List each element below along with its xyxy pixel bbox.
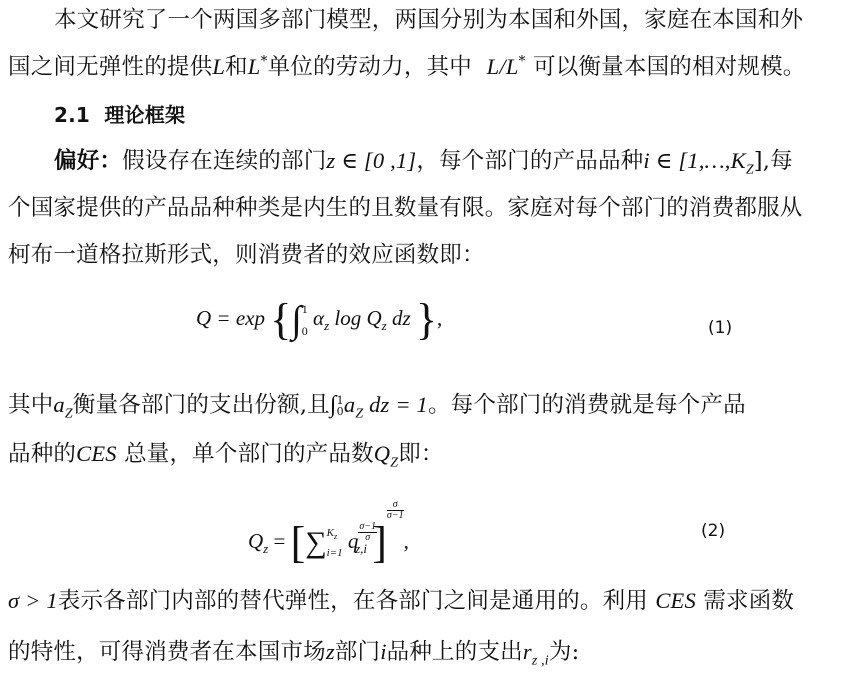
paragraph-4-text-1a: 表示各部门内部的替代弹性，在各部门之间是通用的。利用 xyxy=(57,588,648,614)
eq2-left-bracket: [ xyxy=(290,518,306,568)
paragraph-4-text-2b: 部门 xyxy=(334,639,381,665)
eq2-sum-upper-wrap xyxy=(326,527,343,542)
ces-demand-term: CES xyxy=(655,588,696,613)
eq2-sum-upper-sub: z xyxy=(333,532,338,542)
labor-foreign-star: * xyxy=(260,53,268,70)
equation-2-number: (2) xyxy=(701,521,726,541)
paragraph-1-line-2 xyxy=(8,52,836,82)
section-title: 理论框架 xyxy=(104,103,186,127)
share-integral-sign: ∫ xyxy=(329,392,337,418)
eq1-integral-limits xyxy=(302,301,308,339)
sector-quantity-symbol: Q xyxy=(373,441,391,466)
labor-ratio-star: * xyxy=(518,53,526,70)
variety-range-math: i ∈ [1,…,K xyxy=(643,148,746,173)
eq2-outer-num: σ xyxy=(387,500,404,511)
eq1-q-sub: z xyxy=(381,318,387,333)
eq2-sum-lower: i=1 xyxy=(326,547,343,560)
eq2-outer-exponent xyxy=(387,500,404,521)
eq2-sum-limits xyxy=(327,527,343,559)
eq1-alpha: α xyxy=(313,305,325,330)
share-integrand: a xyxy=(343,392,356,417)
share-integrand-sub: Z xyxy=(355,406,364,422)
paragraph-3-text-2c: 即： xyxy=(398,441,444,467)
paragraph-2-line-2 xyxy=(8,193,836,223)
share-symbol-sub: Z xyxy=(64,406,73,422)
eq2-sum-upper: K xyxy=(326,527,334,540)
share-integral-limits xyxy=(337,395,344,417)
paragraph-3-text-1b: 衡量各部门的支出份额,且 xyxy=(72,392,330,418)
share-symbol: a xyxy=(53,392,65,417)
paragraph-1-line-1 xyxy=(54,5,836,35)
paragraph-1-text-2c: 可以衡量本国的相对规模。 xyxy=(533,54,806,80)
paragraph-2-text-1a: 假设存在连续的部门 xyxy=(122,148,327,174)
eq1-left-brace: { xyxy=(270,295,292,344)
paragraph-1-and: 和 xyxy=(225,54,248,80)
paragraph-4-line-1 xyxy=(8,586,836,616)
eq1-log-q: log Q xyxy=(329,305,382,330)
equation-1-number: (1) xyxy=(708,318,733,338)
paragraph-2-line-1 xyxy=(54,146,836,176)
paragraph-2-text-1b: ，每个部门的产品品种 xyxy=(416,148,644,174)
eq1-lower-limit: 0 xyxy=(301,324,308,338)
eq2-outer-den: σ−1 xyxy=(386,510,404,521)
eq2-lhs: Q xyxy=(248,529,264,553)
section-heading xyxy=(54,100,836,130)
paragraph-4-line-2 xyxy=(8,637,836,667)
eq2-right-bracket: ] xyxy=(372,518,387,568)
paragraph-2-text-2: 个国家提供的产品品种种类是内生的且数量有限。家庭对每个部门的消费都服从 xyxy=(8,195,803,221)
share-integral-upper: 1 xyxy=(336,394,344,407)
sector-z-symbol: z xyxy=(325,639,335,664)
eq2-q: q xyxy=(347,529,359,553)
paragraph-3-line-1 xyxy=(8,390,836,420)
share-integrand-rest: dz = 1 xyxy=(363,392,428,417)
paragraph-3-line-2 xyxy=(8,439,836,469)
paragraph-4-text-1b: 需求函数 xyxy=(703,588,795,614)
ces-term: CES xyxy=(76,441,117,466)
paragraph-3-text-2a: 品种的 xyxy=(8,441,77,467)
section-number: 2.1 xyxy=(54,103,91,127)
paragraph-2-text-3: 柯布一道格拉斯形式，则消费者的效应函数即： xyxy=(8,242,485,268)
eq1-alpha-sub: z xyxy=(324,318,330,333)
eq1-comma: , xyxy=(437,305,443,330)
paragraph-4-text-2a: 的特性，可得消费者在本国市场 xyxy=(8,639,326,665)
expenditure-sub: z ,i xyxy=(531,653,549,669)
eq1-lhs: Q = exp xyxy=(196,305,265,330)
paragraph-2-text-1c: ],每 xyxy=(753,148,793,174)
sector-range-math: z ∈ [0 ,1] xyxy=(326,148,417,173)
paragraph-3-text-1c: 。每个部门的消费就是每个产品 xyxy=(427,392,746,418)
expenditure-symbol: r xyxy=(522,639,532,664)
equation-2 xyxy=(248,499,409,568)
paragraph-3-text-2b: 总量，单个部门的产品数 xyxy=(124,441,374,467)
paragraph-4-text-2c: 品种上的支出 xyxy=(386,639,523,665)
labor-foreign-symbol: L xyxy=(247,54,261,79)
sigma-condition: σ > 1 xyxy=(8,588,58,613)
share-integral-lower: 0 xyxy=(336,405,344,418)
eq2-inner-den: σ xyxy=(365,532,371,543)
paragraph-1-text-2a: 国之间无弹性的提供 xyxy=(8,54,213,80)
preferences-label: 偏好： xyxy=(54,148,123,174)
eq1-dz: dz xyxy=(386,305,411,330)
equation-1 xyxy=(196,295,443,344)
paragraph-1-text-2b: 单位的劳动力，其中 xyxy=(267,54,472,80)
paragraph-1-text-1: 本文研究了一个两国多部门模型，两国分别为本国和外国，家庭在本国和外 xyxy=(54,7,804,33)
paragraph-3-text-1a: 其中 xyxy=(8,392,54,418)
eq1-right-brace: } xyxy=(415,295,438,344)
eq1-integral-sign: ∫ xyxy=(291,299,302,341)
eq2-comma: , xyxy=(403,529,409,553)
sector-quantity-sub: Z xyxy=(390,455,399,471)
paragraph-4-text-2d: 为: xyxy=(548,639,580,665)
labor-home-symbol: L xyxy=(212,54,226,79)
eq2-sum-sign: ∑ xyxy=(305,526,327,560)
paragraph-2-line-3 xyxy=(8,240,836,270)
eq2-lhs-sub: z xyxy=(263,541,269,557)
labor-ratio-symbol: L/L xyxy=(486,54,519,79)
eq2-q-sub: z,i xyxy=(355,541,367,557)
eq2-inner-num: σ−1 xyxy=(359,521,377,532)
eq2-equals: = xyxy=(268,529,291,553)
eq1-upper-limit: 1 xyxy=(301,302,308,316)
variety-range-sub: Z xyxy=(745,162,754,178)
variety-i-symbol: i xyxy=(380,639,387,664)
